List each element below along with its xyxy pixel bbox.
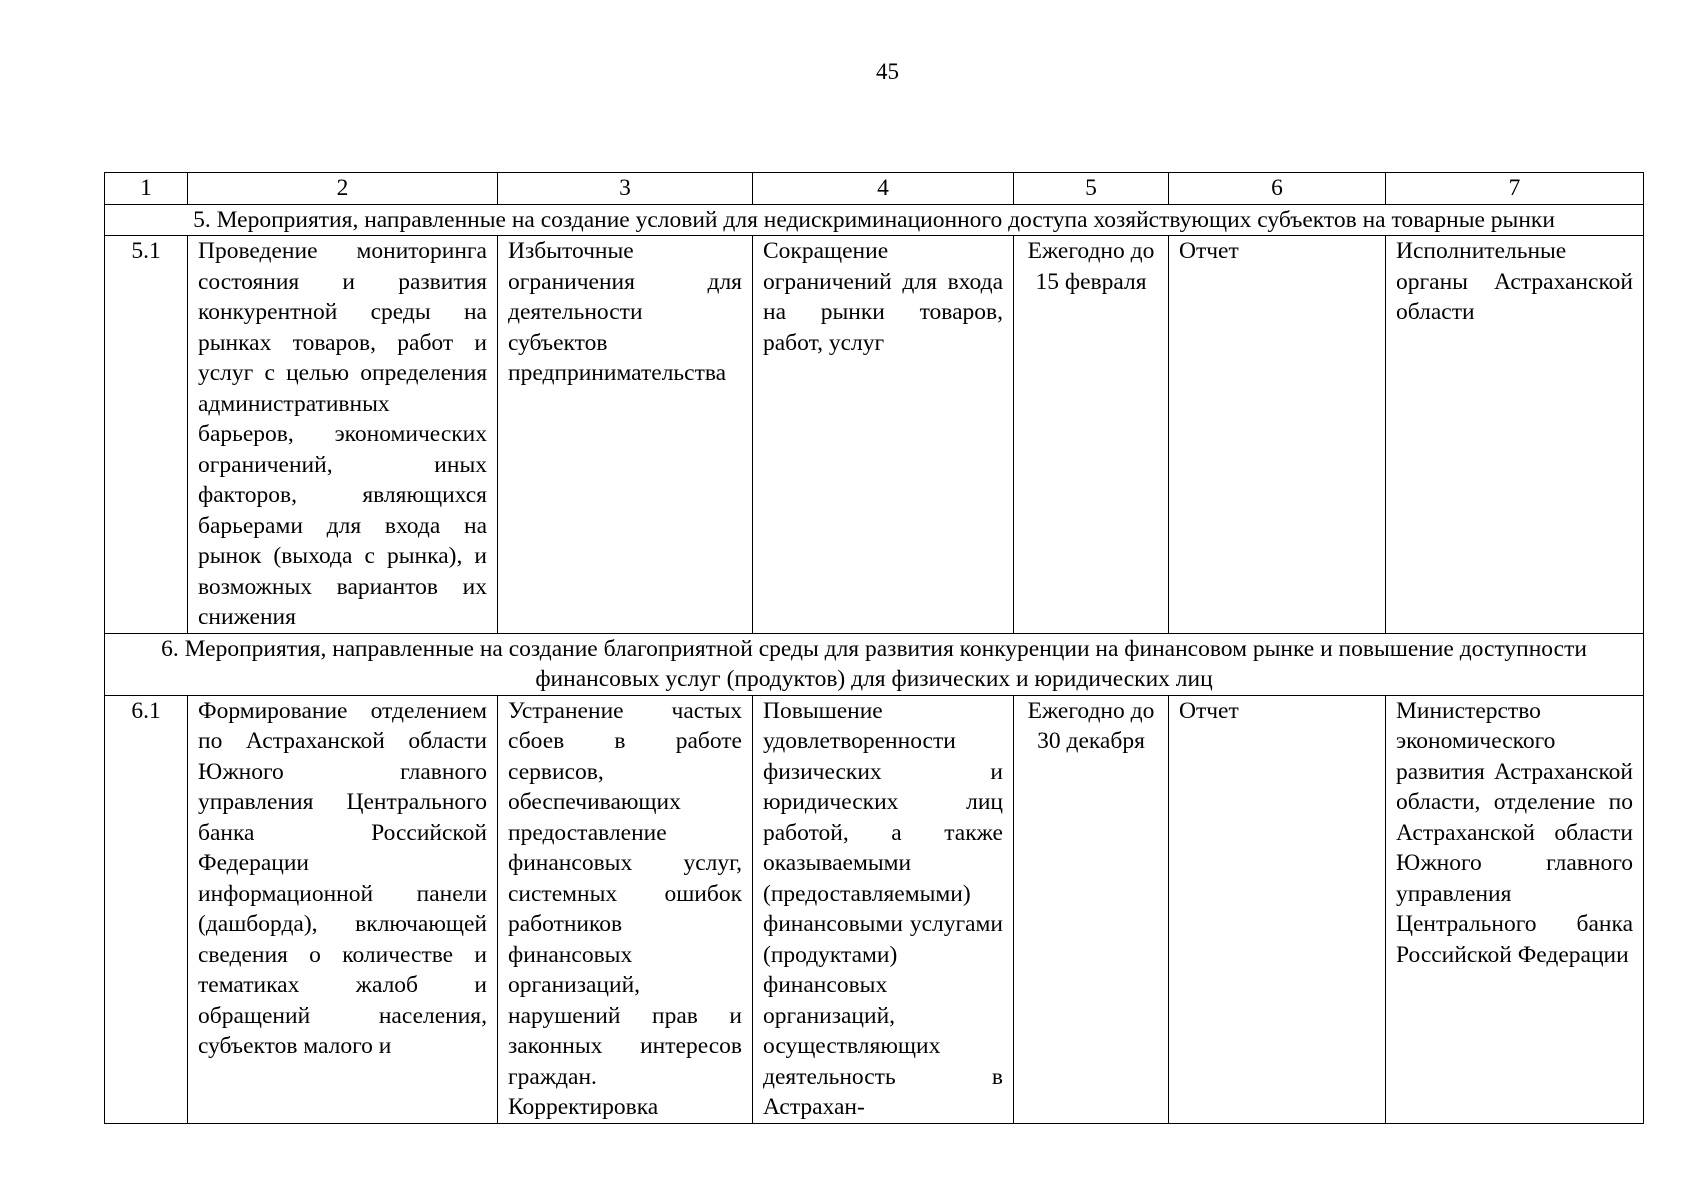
section-title-5: 5. Мероприятия, направленные на создание условий для недискриминационного доступа хозяйствующих субъектов на товарные рынки xyxy=(105,204,1644,236)
measures-table xyxy=(104,172,1644,1124)
row-number: 5.1 xyxy=(105,236,188,634)
problem-cell: Избыточные ограничения для деятельности субъектов предпринимательства xyxy=(498,236,753,634)
deadline-cell: Ежегодно до 30 декабря xyxy=(1014,695,1169,1123)
document-cell: Отчет xyxy=(1169,236,1386,634)
executor-cell: Министерство экономического развития Астраханской области, отделение по Астраханской области Южного главного управления Центрального банка Российской Федерации xyxy=(1386,695,1644,1123)
page-number: 45 xyxy=(876,59,899,84)
section-row-5 xyxy=(105,204,1644,236)
header-cell-7: 7 xyxy=(1386,173,1644,205)
executor-cell: Исполнительные органы Астраханской области xyxy=(1386,236,1644,634)
header-cell-2: 2 xyxy=(188,173,498,205)
header-cell-6: 6 xyxy=(1169,173,1386,205)
section-title-6: 6. Мероприятия, направленные на создание благоприятной среды для развития конкуренции на финансовом рынке и повышение доступности финансовых услуг (продуктов) для физических и юридических лиц xyxy=(105,633,1644,695)
measure-cell: Формирование отделением по Астраханской области Южного главного управления Центрального банка Российской Федерации информационной панели (дашборда), включающей сведения о количестве и тематиках жалоб и обращений населения, субъектов малого и xyxy=(188,695,498,1123)
header-cell-1: 1 xyxy=(105,173,188,205)
measure-cell: Проведение мониторинга состояния и развития конкурентной среды на рынках товаров, работ и услуг с целью определения административных барьеров, экономических ограничений, иных факторов, являющихся барьерами для входа на рынок (выхода с рынка), и возможных вариантов их снижения xyxy=(188,236,498,634)
header-cell-3: 3 xyxy=(498,173,753,205)
table-header-row xyxy=(105,173,1644,205)
result-cell: Сокращение ограничений для входа на рынки товаров, работ, услуг xyxy=(753,236,1014,634)
deadline-cell: Ежегодно до 15 февраля xyxy=(1014,236,1169,634)
header-cell-4: 4 xyxy=(753,173,1014,205)
table-row-6-1 xyxy=(105,695,1644,1123)
document-cell: Отчет xyxy=(1169,695,1386,1123)
row-number: 6.1 xyxy=(105,695,188,1123)
section-row-6 xyxy=(105,633,1644,695)
table-row-5-1 xyxy=(105,236,1644,634)
header-cell-5: 5 xyxy=(1014,173,1169,205)
problem-cell: Устранение частых сбоев в работе сервисов, обеспечивающих предоставление финансовых услуг, системных ошибок работников финансовых организаций, нарушений прав и законных интересов граждан. Корректировка xyxy=(498,695,753,1123)
result-cell: Повышение удовлетворенности физических и юридических лиц работой, а также оказываемыми (предоставляемыми) финансовыми услугами (продуктами) финансовых организаций, осуществляющих деятельность в Астрахан- xyxy=(753,695,1014,1123)
